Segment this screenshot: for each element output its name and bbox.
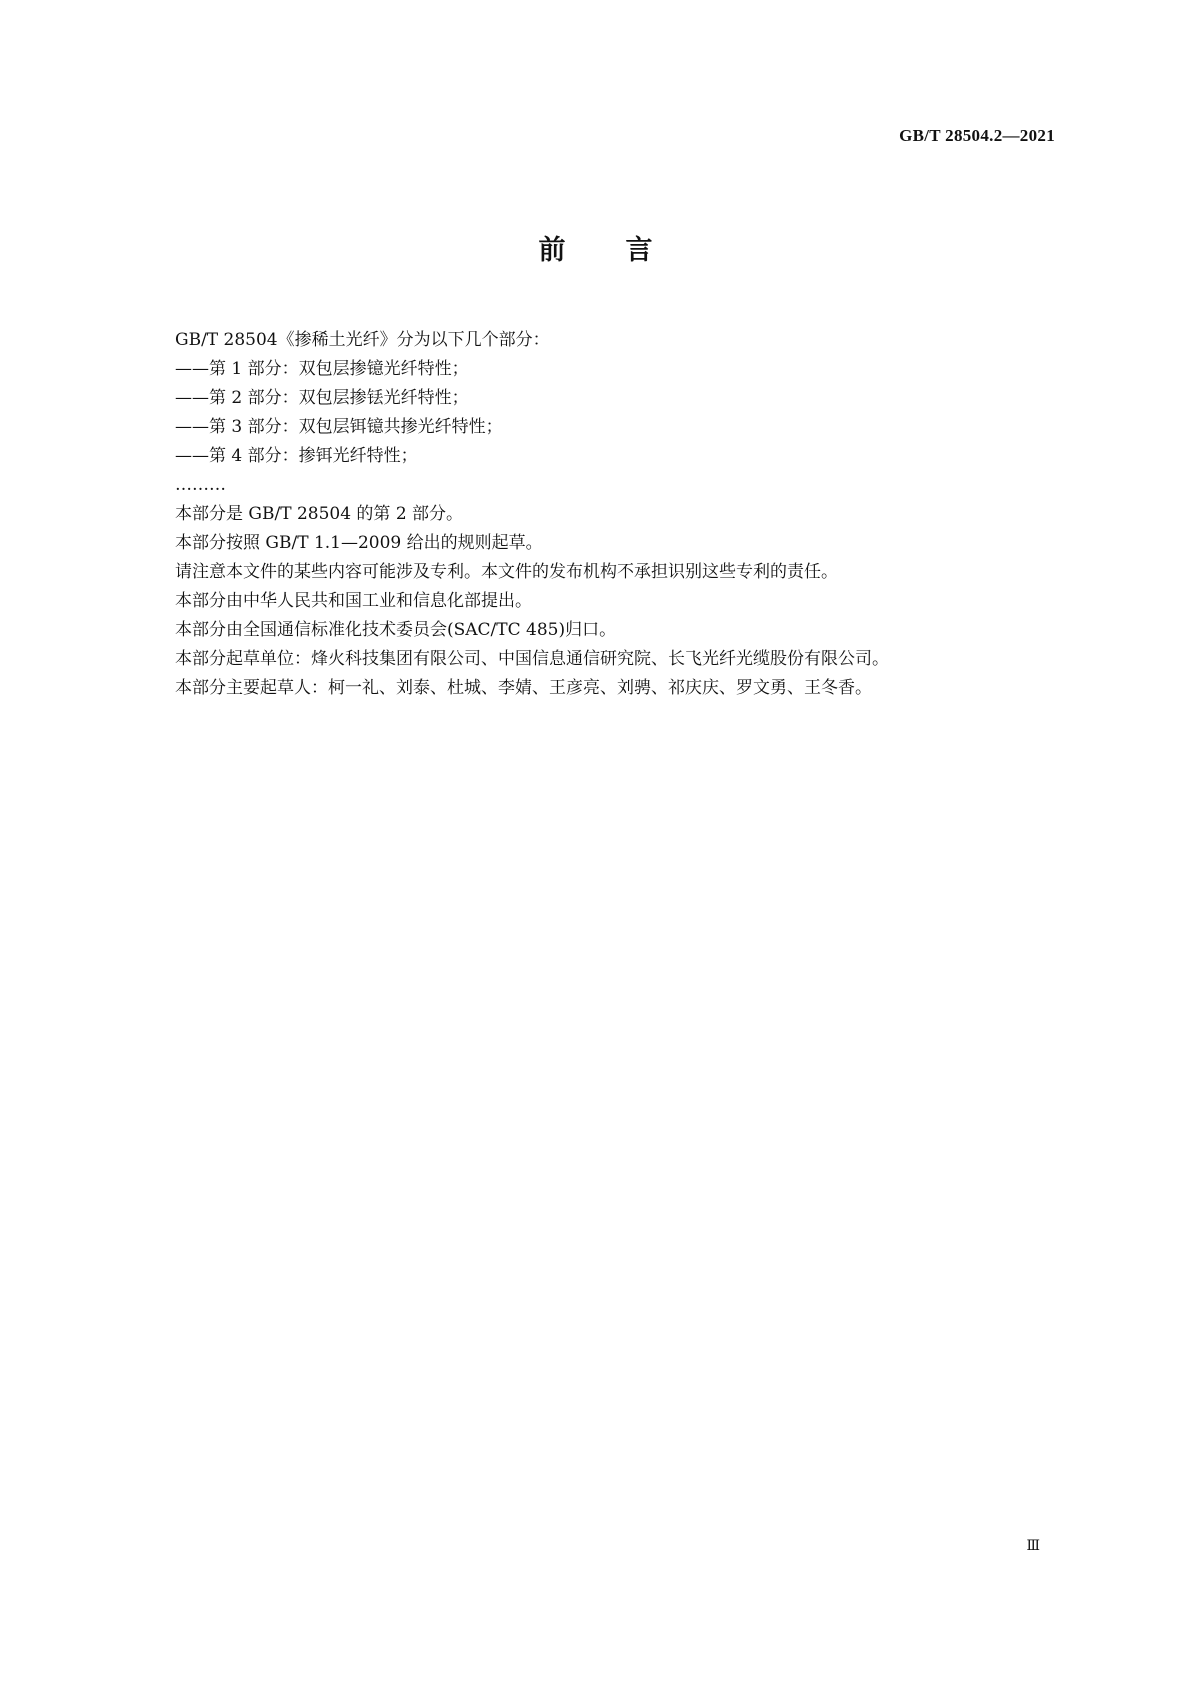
drafting-organizations: 本部分起草单位：烽火科技集团有限公司、中国信息通信研究院、长飞光纤光缆股份有限公司。 bbox=[175, 649, 889, 669]
technical-committee: 本部分由全国通信标准化技术委员会(SAC/TC 485)归口。 bbox=[175, 620, 617, 640]
patent-notice: 请注意本文件的某些内容可能涉及专利。本文件的发布机构不承担识别这些专利的责任。 bbox=[175, 562, 838, 582]
standard-number: GB/T 28504.2—2021 bbox=[899, 126, 1055, 145]
main-drafters: 本部分主要起草人：柯一礼、刘泰、杜城、李婧、王彦亮、刘骋、祁庆庆、罗文勇、王冬香。 bbox=[175, 678, 872, 698]
preface-body bbox=[175, 326, 1045, 703]
part-1-item: ——第 1 部分：双包层掺镱光纤特性； bbox=[175, 359, 469, 379]
page-number: Ⅲ bbox=[1026, 1539, 1039, 1554]
part-4-item: ——第 4 部分：掺铒光纤特性； bbox=[175, 446, 418, 466]
drafting-rules: 本部分按照 GB/T 1.1—2009 给出的规则起草。 bbox=[175, 533, 543, 553]
part-3-item: ——第 3 部分：双包层铒镱共掺光纤特性； bbox=[175, 417, 503, 437]
page-title: 前言 bbox=[538, 235, 713, 266]
part-2-item: ——第 2 部分：双包层掺铥光纤特性； bbox=[175, 388, 469, 408]
proposer: 本部分由中华人民共和国工业和信息化部提出。 bbox=[175, 591, 532, 611]
parts-intro: GB/T 28504《掺稀土光纤》分为以下几个部分： bbox=[175, 330, 550, 350]
ellipsis: ……… bbox=[175, 475, 226, 495]
part-statement: 本部分是 GB/T 28504 的第 2 部分。 bbox=[175, 504, 464, 524]
